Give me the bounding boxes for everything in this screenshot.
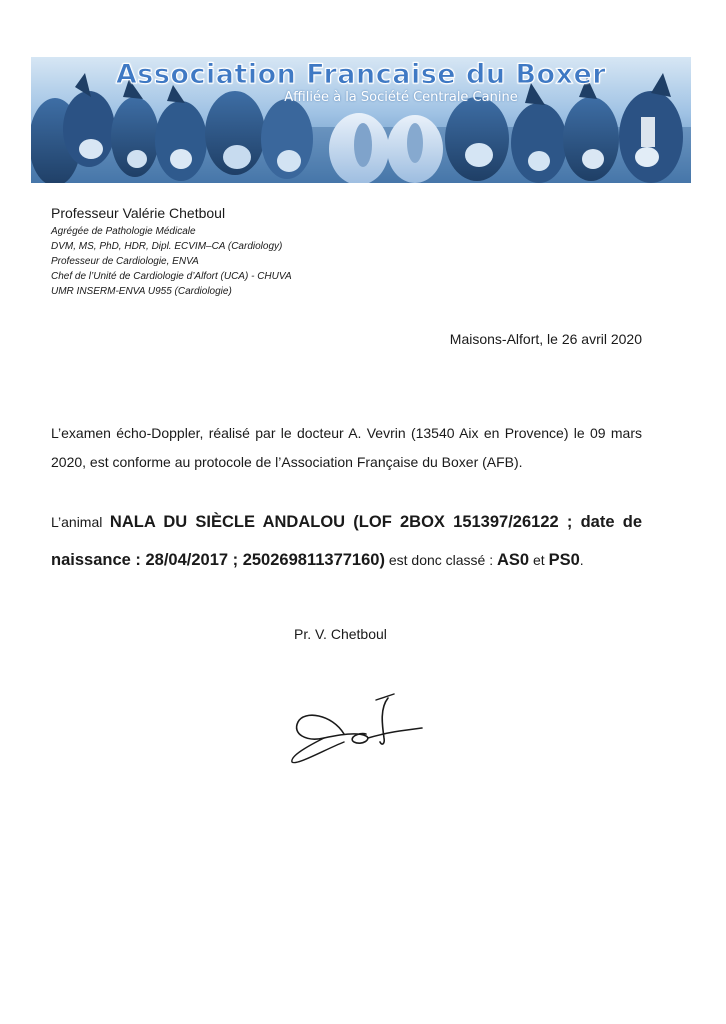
exam-paragraph: L’examen écho-Doppler, réalisé par le docteur A. Vevrin (13540 Aix en Provence) le 09 mars 2020, est conforme au protocole de l’Association Française du Boxer (AFB).: [51, 425, 642, 470]
animal-identity: NALA DU SIÈCLE ANDALOU (LOF 2BOX 151397/26122 ; date de naissance : 28/04/2017 ; 250269811377160): [51, 513, 643, 569]
header-banner: [31, 57, 691, 183]
author-credential: Chef de l’Unité de Cardiologie d’Alfort (UCA) - CHUVA: [51, 271, 292, 282]
handwritten-signature: [284, 688, 429, 768]
author-credential: Agrégée de Pathologie Médicale: [51, 226, 196, 237]
author-name: Professeur Valérie Chetboul: [51, 205, 226, 221]
grade-ps: PS0: [548, 551, 580, 569]
classification-paragraph: [51, 503, 642, 579]
signatory-name: Pr. V. Chetboul: [294, 626, 387, 642]
banner-title: Association Francaise du Boxer: [115, 59, 607, 90]
author-credential: Professeur de Cardiologie, ENVA: [51, 256, 199, 267]
animal-intro: L’animal: [51, 514, 103, 530]
sentence-end: .: [579, 552, 584, 568]
grade-as: AS0: [497, 551, 530, 569]
classification-text: est donc classé :: [388, 552, 494, 568]
place-date: Maisons-Alfort, le 26 avril 2020: [449, 331, 642, 347]
banner-subtitle: Affiliée à la Société Centrale Canine: [284, 90, 518, 105]
grade-conjunction: et: [533, 552, 545, 568]
author-credential: DVM, MS, PhD, HDR, Dipl. ECVIM–CA (Cardiology): [51, 241, 283, 252]
author-credential: UMR INSERM-ENVA U955 (Cardiologie): [51, 286, 232, 297]
